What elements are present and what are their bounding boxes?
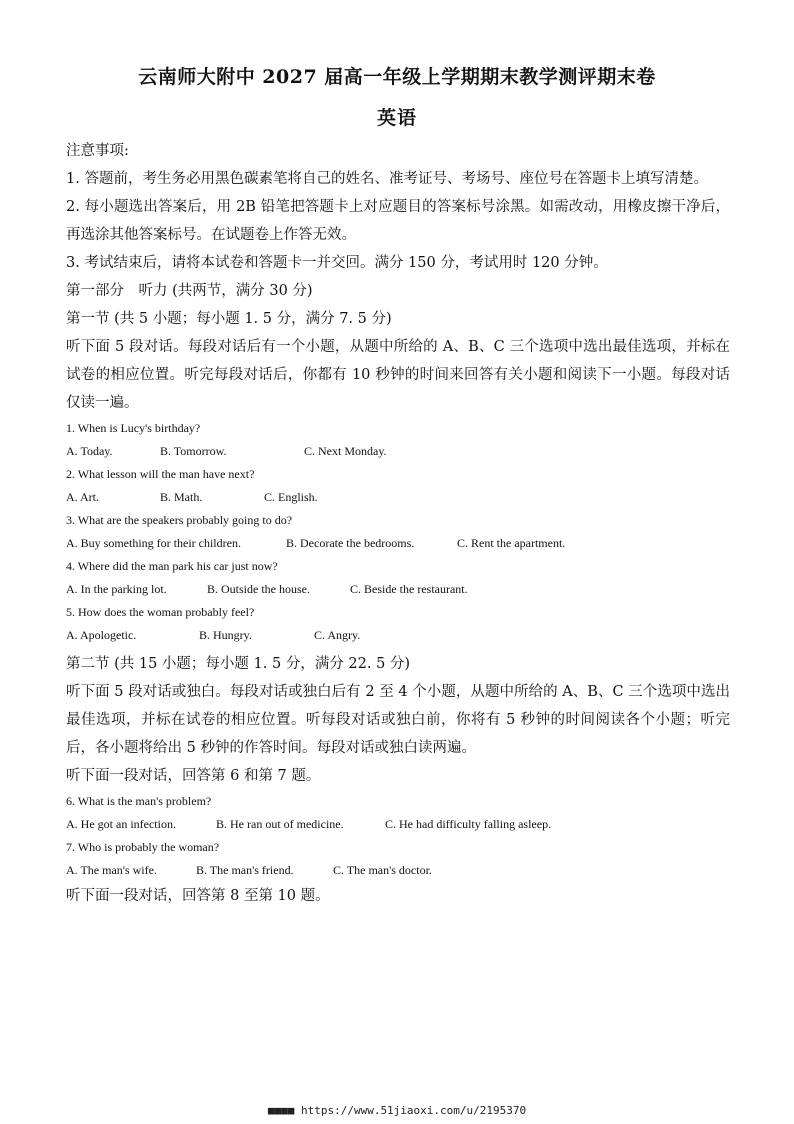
part1-heading: 第一部分 听力 (共两节，满分 30 分) (66, 283, 313, 299)
section1-instructions: 听下面 5 段对话。每段对话后有一个小题，从题中所给的 A、B、C 三个选项中选出最佳选项，并标在试卷的相应位置。听完每段对话后，你都有 10 秒钟的时间来回答有关小题和阅读下一小题。每段对话仅读一遍。 (66, 339, 730, 411)
question-block-5 (66, 601, 730, 647)
question-text: 1. When is Lucy's birthday? (66, 421, 201, 435)
option-c: C. Next Monday. (304, 444, 387, 458)
question-text: 4. Where did the man park his car just now? (66, 559, 278, 573)
option-row (66, 859, 730, 882)
exam-subject: 英语 (376, 107, 417, 129)
question-text: 3. What are the speakers probably going to do? (66, 513, 293, 527)
notice-item-3: 3. 考试结束后，请将本试卷和答题卡一并交回。满分 150 分，考试用时 120 分钟。 (66, 255, 608, 271)
question-text: 7. Who is probably the woman? (66, 840, 220, 854)
option-b: B. The man's friend. (196, 863, 294, 877)
option-row (66, 486, 730, 509)
option-a: A. Apologetic. (66, 628, 137, 642)
option-row (66, 578, 730, 601)
question-text: 6. What is the man's problem? (66, 794, 212, 808)
option-a: A. The man's wife. (66, 863, 157, 877)
page-footer (0, 1104, 794, 1117)
option-b: B. Math. (160, 490, 203, 504)
group1-intro: 听下面一段对话，回答第 6 和第 7 题。 (66, 768, 321, 784)
option-a: A. He got an infection. (66, 817, 176, 831)
footer-mark: ■■■■ (267, 1104, 295, 1117)
section2-instructions: 听下面 5 段对话或独白。每段对话或独白后有 2 至 4 个小题，从题中所给的 A、B、C 三个选项中选出最佳选项，并标在试卷的相应位置。听每段对话或独白前，你将有 5 秒钟的时间阅读各个小题；听完后，各小题将给出 5 秒钟的作答时间。每段对话或独白读两遍。 (66, 684, 730, 756)
section1-heading: 第一节 (共 5 小题；每小题 1. 5 分，满分 7. 5 分) (66, 311, 392, 327)
section2-heading: 第二节 (共 15 小题；每小题 1. 5 分，满分 22. 5 分) (66, 656, 411, 672)
question-block-7 (66, 836, 730, 882)
option-c: C. He had difficulty falling asleep. (385, 817, 552, 831)
option-row (66, 532, 730, 555)
option-row (66, 440, 730, 463)
question-text: 5. How does the woman probably feel? (66, 605, 255, 619)
option-c: C. English. (264, 490, 318, 504)
footer-url[interactable]: https://www.51jiaoxi.com/u/2195370 (300, 1104, 527, 1117)
option-c: C. Beside the restaurant. (350, 582, 468, 596)
question-block-2 (66, 463, 730, 509)
option-b: B. He ran out of medicine. (216, 817, 344, 831)
option-c: C. Rent the apartment. (457, 536, 566, 550)
option-c: C. Angry. (314, 628, 361, 642)
group2-intro: 听下面一段对话，回答第 8 至第 10 题。 (66, 888, 330, 904)
option-c: C. The man's doctor. (333, 863, 432, 877)
exam-title: 云南师大附中 2027 届高一年级上学期期末教学测评期末卷 (138, 66, 656, 88)
option-row (66, 813, 730, 836)
question-block-4 (66, 555, 730, 601)
option-a: A. Today. (66, 444, 113, 458)
option-row (66, 624, 730, 647)
option-b: B. Hungry. (199, 628, 252, 642)
notice-item-1: 1. 答题前，考生务必用黑色碳素笔将自己的姓名、准考证号、考场号、座位号在答题卡上填写清楚。 (66, 171, 708, 187)
exam-content (66, 137, 730, 910)
option-a: A. In the parking lot. (66, 582, 167, 596)
question-block-1 (66, 417, 730, 463)
question-text: 2. What lesson will the man have next? (66, 467, 255, 481)
option-b: B. Decorate the bedrooms. (286, 536, 415, 550)
question-block-6 (66, 790, 730, 836)
option-b: B. Tomorrow. (160, 444, 227, 458)
option-b: B. Outside the house. (207, 582, 310, 596)
option-a: A. Buy something for their children. (66, 536, 241, 550)
question-block-3 (66, 509, 730, 555)
option-a: A. Art. (66, 490, 99, 504)
notice-heading: 注意事项: (66, 143, 129, 159)
notice-item-2: 2. 每小题选出答案后，用 2B 铅笔把答题卡上对应题目的答案标号涂黑。如需改动，用橡皮擦干净后，再选涂其他答案标号。在试题卷上作答无效。 (66, 199, 730, 243)
